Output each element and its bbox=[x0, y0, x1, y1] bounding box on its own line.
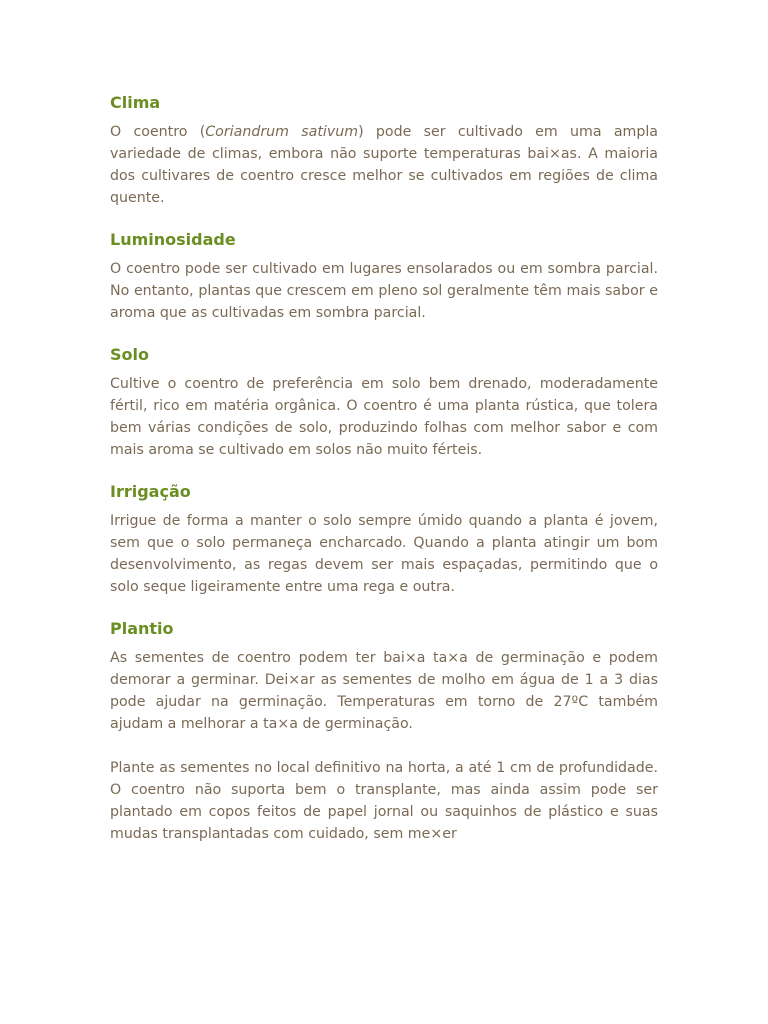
paragraph-plantio-1: As sementes de coentro podem ter bai×a ta×a de germinação e podem demorar a germinar. Dei×ar as sementes de molho em água de 1 a 3 dias pode ajudar na germinação. Temperaturas em torno de 27ºC também ajudam a melhorar a ta×a de germinação. bbox=[110, 650, 658, 732]
paragraph-irrigacao: Irrigue de forma a manter o solo sempre úmido quando a planta é jovem, sem que o solo permaneça encharcado. Quando a planta atingir um bom desenvolvimento, as regas devem ser mais espaçadas, permitindo que o solo seque ligeiramente entre uma rega e outra. bbox=[110, 513, 658, 595]
heading-clima: Clima bbox=[110, 93, 161, 112]
heading-plantio: Plantio bbox=[110, 619, 174, 638]
clima-text-end: ) pode ser cultivado em uma ampla variedade de climas, embora não suporte temperaturas bai×as. A maioria dos cultivares de coentro cresce melhor se cultivados em regiões de clima quente. bbox=[110, 124, 658, 206]
paragraph-solo: Cultive o coentro de preferência em solo bem drenado, moderadamente fértil, rico em matéria orgânica. O coentro é uma planta rústica, que tolera bem várias condições de solo, produzindo folhas com melhor sabor e com mais aroma se cultivado em solos não muito férteis. bbox=[110, 376, 658, 458]
heading-solo: Solo bbox=[110, 345, 149, 364]
paragraph-luminosidade: O coentro pode ser cultivado em lugares ensolarados ou em sombra parcial. No entanto, plantas que crescem em pleno sol geralmente têm mais sabor e aroma que as cultivadas em sombra parcial. bbox=[110, 261, 658, 321]
paragraph-spacer bbox=[110, 735, 658, 757]
clima-text-start: O coentro ( bbox=[110, 124, 206, 140]
section-clima bbox=[110, 93, 658, 209]
section-irrigacao bbox=[110, 482, 658, 598]
section-luminosidade bbox=[110, 230, 658, 324]
paragraph-clima bbox=[110, 121, 658, 209]
scientific-name: Coriandrum sativum bbox=[205, 124, 359, 140]
heading-luminosidade: Luminosidade bbox=[110, 230, 236, 249]
paragraph-plantio-2: Plante as sementes no local definitivo na horta, a até 1 cm de profundidade. O coentro não suporta bem o transplante, mas ainda assim pode ser plantado em copos feitos de papel jornal ou saquinhos de plástico e suas mudas transplantadas com cuidado, sem me×er bbox=[110, 760, 658, 842]
heading-irrigacao: Irrigação bbox=[110, 482, 191, 501]
section-solo bbox=[110, 345, 658, 461]
section-plantio bbox=[110, 619, 658, 845]
